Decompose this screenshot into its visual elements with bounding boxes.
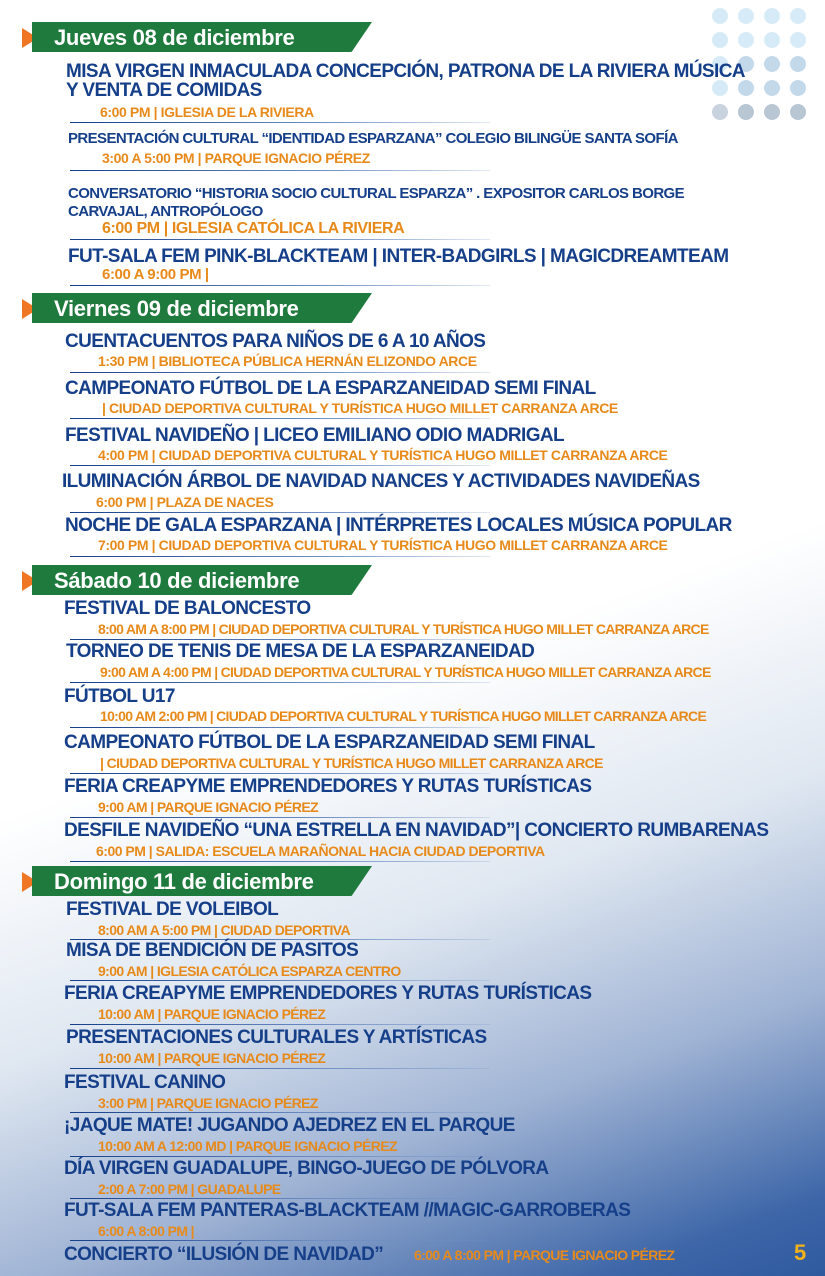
divider <box>70 512 490 513</box>
divider <box>70 1198 490 1199</box>
decorative-dot <box>790 56 806 72</box>
day-heading: Sábado 10 de diciembre <box>54 568 300 593</box>
event-detail: 6:00 PM | IGLESIA CATÓLICA LA RIVIERA <box>102 220 405 237</box>
divider <box>70 861 490 862</box>
divider <box>70 817 490 818</box>
divider <box>70 727 490 728</box>
event-title: FUT-SALA FEM PINK-BLACKTEAM | INTER-BADGIRLS | MAGICDREAMTEAM <box>68 246 729 267</box>
event-detail: 6:00 A 8:00 PM | <box>98 1223 194 1239</box>
event-detail: | CIUDAD DEPORTIVA CULTURAL Y TURÍSTICA HUGO MILLET CARRANZA ARCE <box>102 400 618 416</box>
day-heading: Domingo 11 de diciembre <box>54 869 314 894</box>
event-detail: 3:00 A 5:00 PM | PARQUE IGNACIO PÉREZ <box>102 150 370 166</box>
decorative-dot <box>738 32 754 48</box>
event-detail: 10:00 AM A 12:00 MD | PARQUE IGNACIO PÉREZ <box>98 1138 397 1154</box>
divider <box>70 1024 490 1025</box>
divider <box>70 1112 490 1113</box>
event-title: ¡JAQUE MATE! JUGANDO AJEDREZ EN EL PARQUE <box>64 1115 515 1136</box>
decorative-dot <box>764 8 780 24</box>
decorative-dot <box>764 104 780 120</box>
event-title: FESTIVAL DE BALONCESTO <box>64 598 311 619</box>
event-detail: 9:00 AM | PARQUE IGNACIO PÉREZ <box>98 799 319 815</box>
decorative-dot <box>738 104 754 120</box>
decorative-dot <box>764 80 780 96</box>
event-detail: 2:00 A 7:00 PM | GUADALUPE <box>98 1181 281 1197</box>
event-title: FERIA CREAPYME EMPRENDEDORES Y RUTAS TURÍSTICAS <box>64 776 592 797</box>
divider <box>70 773 490 774</box>
event-detail: 6:00 PM | PLAZA DE NACES <box>96 494 274 510</box>
event-detail: 6:00 PM | IGLESIA DE LA RIVIERA <box>100 104 314 120</box>
event-detail: 8:00 AM A 5:00 PM | CIUDAD DEPORTIVA <box>98 922 350 938</box>
event-title: DESFILE NAVIDEÑO “UNA ESTRELLA EN NAVIDAD”| CONCIERTO RUMBARENAS <box>64 820 769 841</box>
event-title: ILUMINACIÓN ÁRBOL DE NAVIDAD NANCES Y ACTIVIDADES NAVIDEÑAS <box>62 471 700 492</box>
event-detail: 6:00 A 9:00 PM | <box>102 266 209 283</box>
day-heading: Viernes 09 de diciembre <box>54 296 299 321</box>
decorative-dot <box>764 56 780 72</box>
event-detail: 9:00 AM | IGLESIA CATÓLICA ESPARZA CENTRO <box>98 963 401 979</box>
divider <box>70 980 490 981</box>
decorative-dot <box>738 8 754 24</box>
event-detail: 3:00 PM | PARQUE IGNACIO PÉREZ <box>98 1095 318 1111</box>
event-title: FESTIVAL CANINO <box>64 1072 226 1093</box>
event-detail: 7:00 PM | CIUDAD DEPORTIVA CULTURAL Y TURÍSTICA HUGO MILLET CARRANZA ARCE <box>98 537 668 553</box>
event-detail: 4:00 PM | CIUDAD DEPORTIVA CULTURAL Y TURÍSTICA HUGO MILLET CARRANZA ARCE <box>98 447 668 463</box>
divider <box>70 682 490 683</box>
decorative-dot <box>712 8 728 24</box>
event-title: NOCHE DE GALA ESPARZANA | INTÉRPRETES LOCALES MÚSICA POPULAR <box>65 515 732 536</box>
event-title: MISA VIRGEN INMACULADA CONCEPCIÓN, PATRONA DE LA RIVIERA MÚSICA <box>66 61 745 82</box>
event-title-line2: CARVAJAL, ANTROPÓLOGO <box>68 203 263 220</box>
event-title: CAMPEONATO FÚTBOL DE LA ESPARZANEIDAD SEMI FINAL <box>65 378 596 399</box>
decorative-dot <box>712 104 728 120</box>
event-detail: 6:00 PM | SALIDA: ESCUELA MARAÑONAL HACIA CIUDAD DEPORTIVA <box>96 843 545 859</box>
divider <box>70 239 490 240</box>
divider <box>70 122 490 123</box>
event-detail: 10:00 AM | PARQUE IGNACIO PÉREZ <box>98 1006 326 1022</box>
event-title: PRESENTACIONES CULTURALES Y ARTÍSTICAS <box>66 1027 487 1048</box>
event-title: DÍA VIRGEN GUADALUPE, BINGO-JUEGO DE PÓLVORA <box>64 1158 549 1179</box>
decorative-dot <box>764 32 780 48</box>
divider <box>70 639 490 640</box>
divider <box>70 465 490 466</box>
event-title: PRESENTACIÓN CULTURAL “IDENTIDAD ESPARZANA” COLEGIO BILINGÜE SANTA SOFÍA <box>68 130 678 147</box>
day-heading: Jueves 08 de diciembre <box>54 25 295 50</box>
event-title: FESTIVAL DE VOLEIBOL <box>66 899 279 920</box>
event-title: FUT-SALA FEM PANTERAS-BLACKTEAM //MAGIC-GARROBERAS <box>64 1200 631 1221</box>
decorative-dot <box>790 104 806 120</box>
divider <box>70 170 490 171</box>
event-detail: 8:00 AM A 8:00 PM | CIUDAD DEPORTIVA CULTURAL Y TURÍSTICA HUGO MILLET CARRANZA ARCE <box>98 621 709 637</box>
divider <box>70 1068 490 1069</box>
decorative-dot <box>790 8 806 24</box>
event-title: CONCIERTO “ILUSIÓN DE NAVIDAD” <box>64 1244 384 1265</box>
divider <box>70 1156 490 1157</box>
divider <box>70 1240 490 1241</box>
event-title: FERIA CREAPYME EMPRENDEDORES Y RUTAS TURÍSTICAS <box>64 983 592 1004</box>
event-detail: 10:00 AM | PARQUE IGNACIO PÉREZ <box>98 1050 326 1066</box>
event-title-line2: Y VENTA DE COMIDAS <box>66 80 262 101</box>
event-title: FESTIVAL NAVIDEÑO | LICEO EMILIANO ODIO MADRIGAL <box>65 425 565 446</box>
event-title: TORNEO DE TENIS DE MESA DE LA ESPARZANEIDAD <box>66 641 535 662</box>
decorative-dot <box>712 32 728 48</box>
decorative-dot <box>790 80 806 96</box>
event-title: CONVERSATORIO “HISTORIA SOCIO CULTURAL ESPARZA” . EXPOSITOR CARLOS BORGE <box>68 185 685 202</box>
divider <box>70 556 490 557</box>
decorative-dot <box>790 32 806 48</box>
event-title: MISA DE BENDICIÓN DE PASITOS <box>66 940 359 961</box>
event-title: CAMPEONATO FÚTBOL DE LA ESPARZANEIDAD SEMI FINAL <box>64 732 595 753</box>
event-detail: 9:00 AM A 4:00 PM | CIUDAD DEPORTIVA CULTURAL Y TURÍSTICA HUGO MILLET CARRANZA ARCE <box>100 664 711 680</box>
divider <box>70 418 490 419</box>
divider <box>70 285 490 286</box>
event-title: FÚTBOL U17 <box>64 686 175 707</box>
event-detail: 1:30 PM | BIBLIOTECA PÚBLICA HERNÁN ELIZONDO ARCE <box>98 353 477 369</box>
event-detail: 6:00 A 8:00 PM | PARQUE IGNACIO PÉREZ <box>414 1247 675 1263</box>
event-detail: 10:00 AM 2:00 PM | CIUDAD DEPORTIVA CULTURAL Y TURÍSTICA HUGO MILLET CARRANZA ARCE <box>100 708 707 724</box>
event-title: CUENTACUENTOS PARA NIÑOS DE 6 A 10 AÑOS <box>65 331 486 352</box>
divider <box>70 372 490 373</box>
event-detail: | CIUDAD DEPORTIVA CULTURAL Y TURÍSTICA HUGO MILLET CARRANZA ARCE <box>100 755 603 771</box>
page-number: 5 <box>794 1240 807 1265</box>
